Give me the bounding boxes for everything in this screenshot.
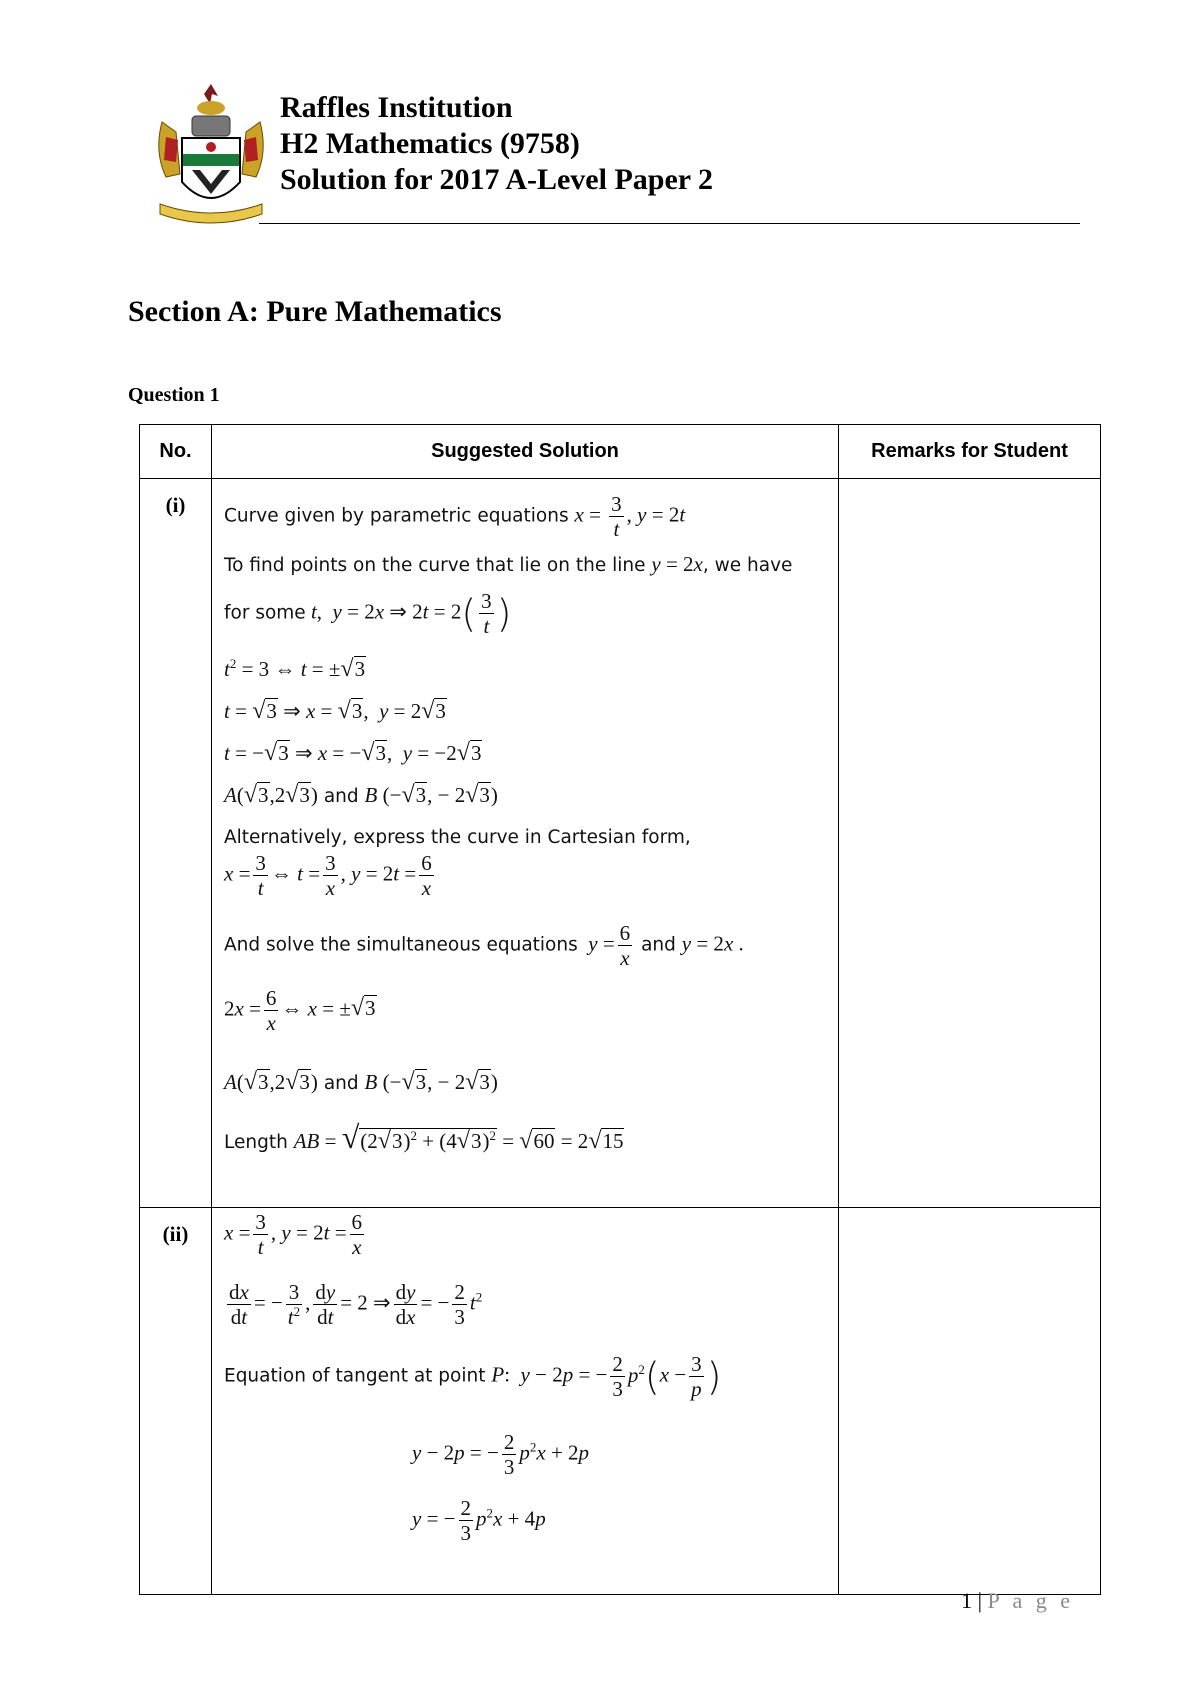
question-title: Question 1 (128, 384, 220, 406)
solution-line: y − 2p = − $\frac{2}{3}$ $p^2x + 2p$ (412, 1430, 590, 1480)
page-footer (961, 1588, 1074, 1614)
remarks-cell (839, 479, 1101, 1208)
solution-line: t = √3 ⇒ x = √3, y = 2√3 (224, 698, 446, 724)
header-suggested-solution: Suggested Solution (212, 425, 839, 479)
page-separator: | (977, 1588, 983, 1613)
header-document-title: Solution for 2017 A-Level Paper 2 (280, 163, 714, 196)
solution-cell (212, 1208, 839, 1595)
table-row (140, 479, 1101, 1208)
solution-line: 2x = $\frac{6}{x}$ ⇔ x = ±√3 (224, 986, 376, 1036)
part-number: (i) (140, 479, 212, 1208)
header-institution: Raffles Institution (280, 91, 513, 124)
section-title: Section A: Pure Mathematics (128, 295, 502, 328)
solution-line: t = −√3 ⇒ x = −√3, y = −2√3 (224, 740, 482, 766)
solution-line: Curve given by parametric equations x = $\frac{3}{t}$ , y = 2t (224, 492, 686, 542)
header-divider (259, 223, 1080, 224)
header-remarks: Remarks for Student (839, 425, 1101, 479)
header-subject: H2 Mathematics (9758) (280, 127, 580, 160)
part-number: (ii) (140, 1208, 212, 1595)
solution-line: And solve the simultaneous equations y = $\frac{6}{x}$ and y = 2x . (224, 921, 744, 971)
solution-line: To find points on the curve that lie on the line y = 2x, we have (224, 552, 793, 576)
header-no: No. (140, 425, 212, 479)
solution-line: $\frac{dx}{dt}$ = − $\frac{3}{t^2}$ , $\frac{dy}{dt}$ = 2 ⇒ $\frac{dy}{dx}$ = − $\frac{2}{3}$ $t^2$ (229, 1280, 483, 1330)
solution-line: Equation of tangent at point P: y − 2p = − $\frac{2}{3}$ $p^2(x$ − $\frac{3}{p}$ ) (224, 1352, 722, 1402)
solution-cell (212, 479, 839, 1208)
remarks-cell (839, 1208, 1101, 1595)
table-header-row (140, 425, 1101, 479)
page-number: 1 (961, 1588, 973, 1613)
solution-line: A(√3,2√3) and B (−√3, − 2√3) (224, 1069, 498, 1095)
solution-line: x = $\frac{3}{t}$ , y = 2t = $\frac{6}{x}$ (224, 1210, 363, 1260)
page-label: P a g e (987, 1588, 1074, 1613)
solution-line: x = $\frac{3}{t}$ ⇔ t = $\frac{3}{x}$ , y = 2t = $\frac{6}{x}$ (224, 851, 432, 901)
solution-line: $t^2 = 3$ ⇔ t = ±√3 (224, 656, 366, 682)
solution-line: y = − $\frac{2}{3}$ $p^2x + 4p$ (412, 1496, 546, 1546)
solution-line: Alternatively, express the curve in Cartesian form, (224, 827, 691, 848)
solution-line: A(√3,2√3) and B (−√3, − 2√3) (224, 782, 498, 808)
solution-table (139, 424, 1101, 1595)
table-row (140, 1208, 1101, 1595)
school-crest-logo (152, 82, 270, 230)
solution-line: for some t, y = 2x ⇒ 2t = 2( $\frac{3}{t}$ ) (224, 589, 512, 639)
solution-line: Length AB = $√(2√3)^2 + (4√3)^2 = √60 = 2√15$ (224, 1119, 624, 1155)
